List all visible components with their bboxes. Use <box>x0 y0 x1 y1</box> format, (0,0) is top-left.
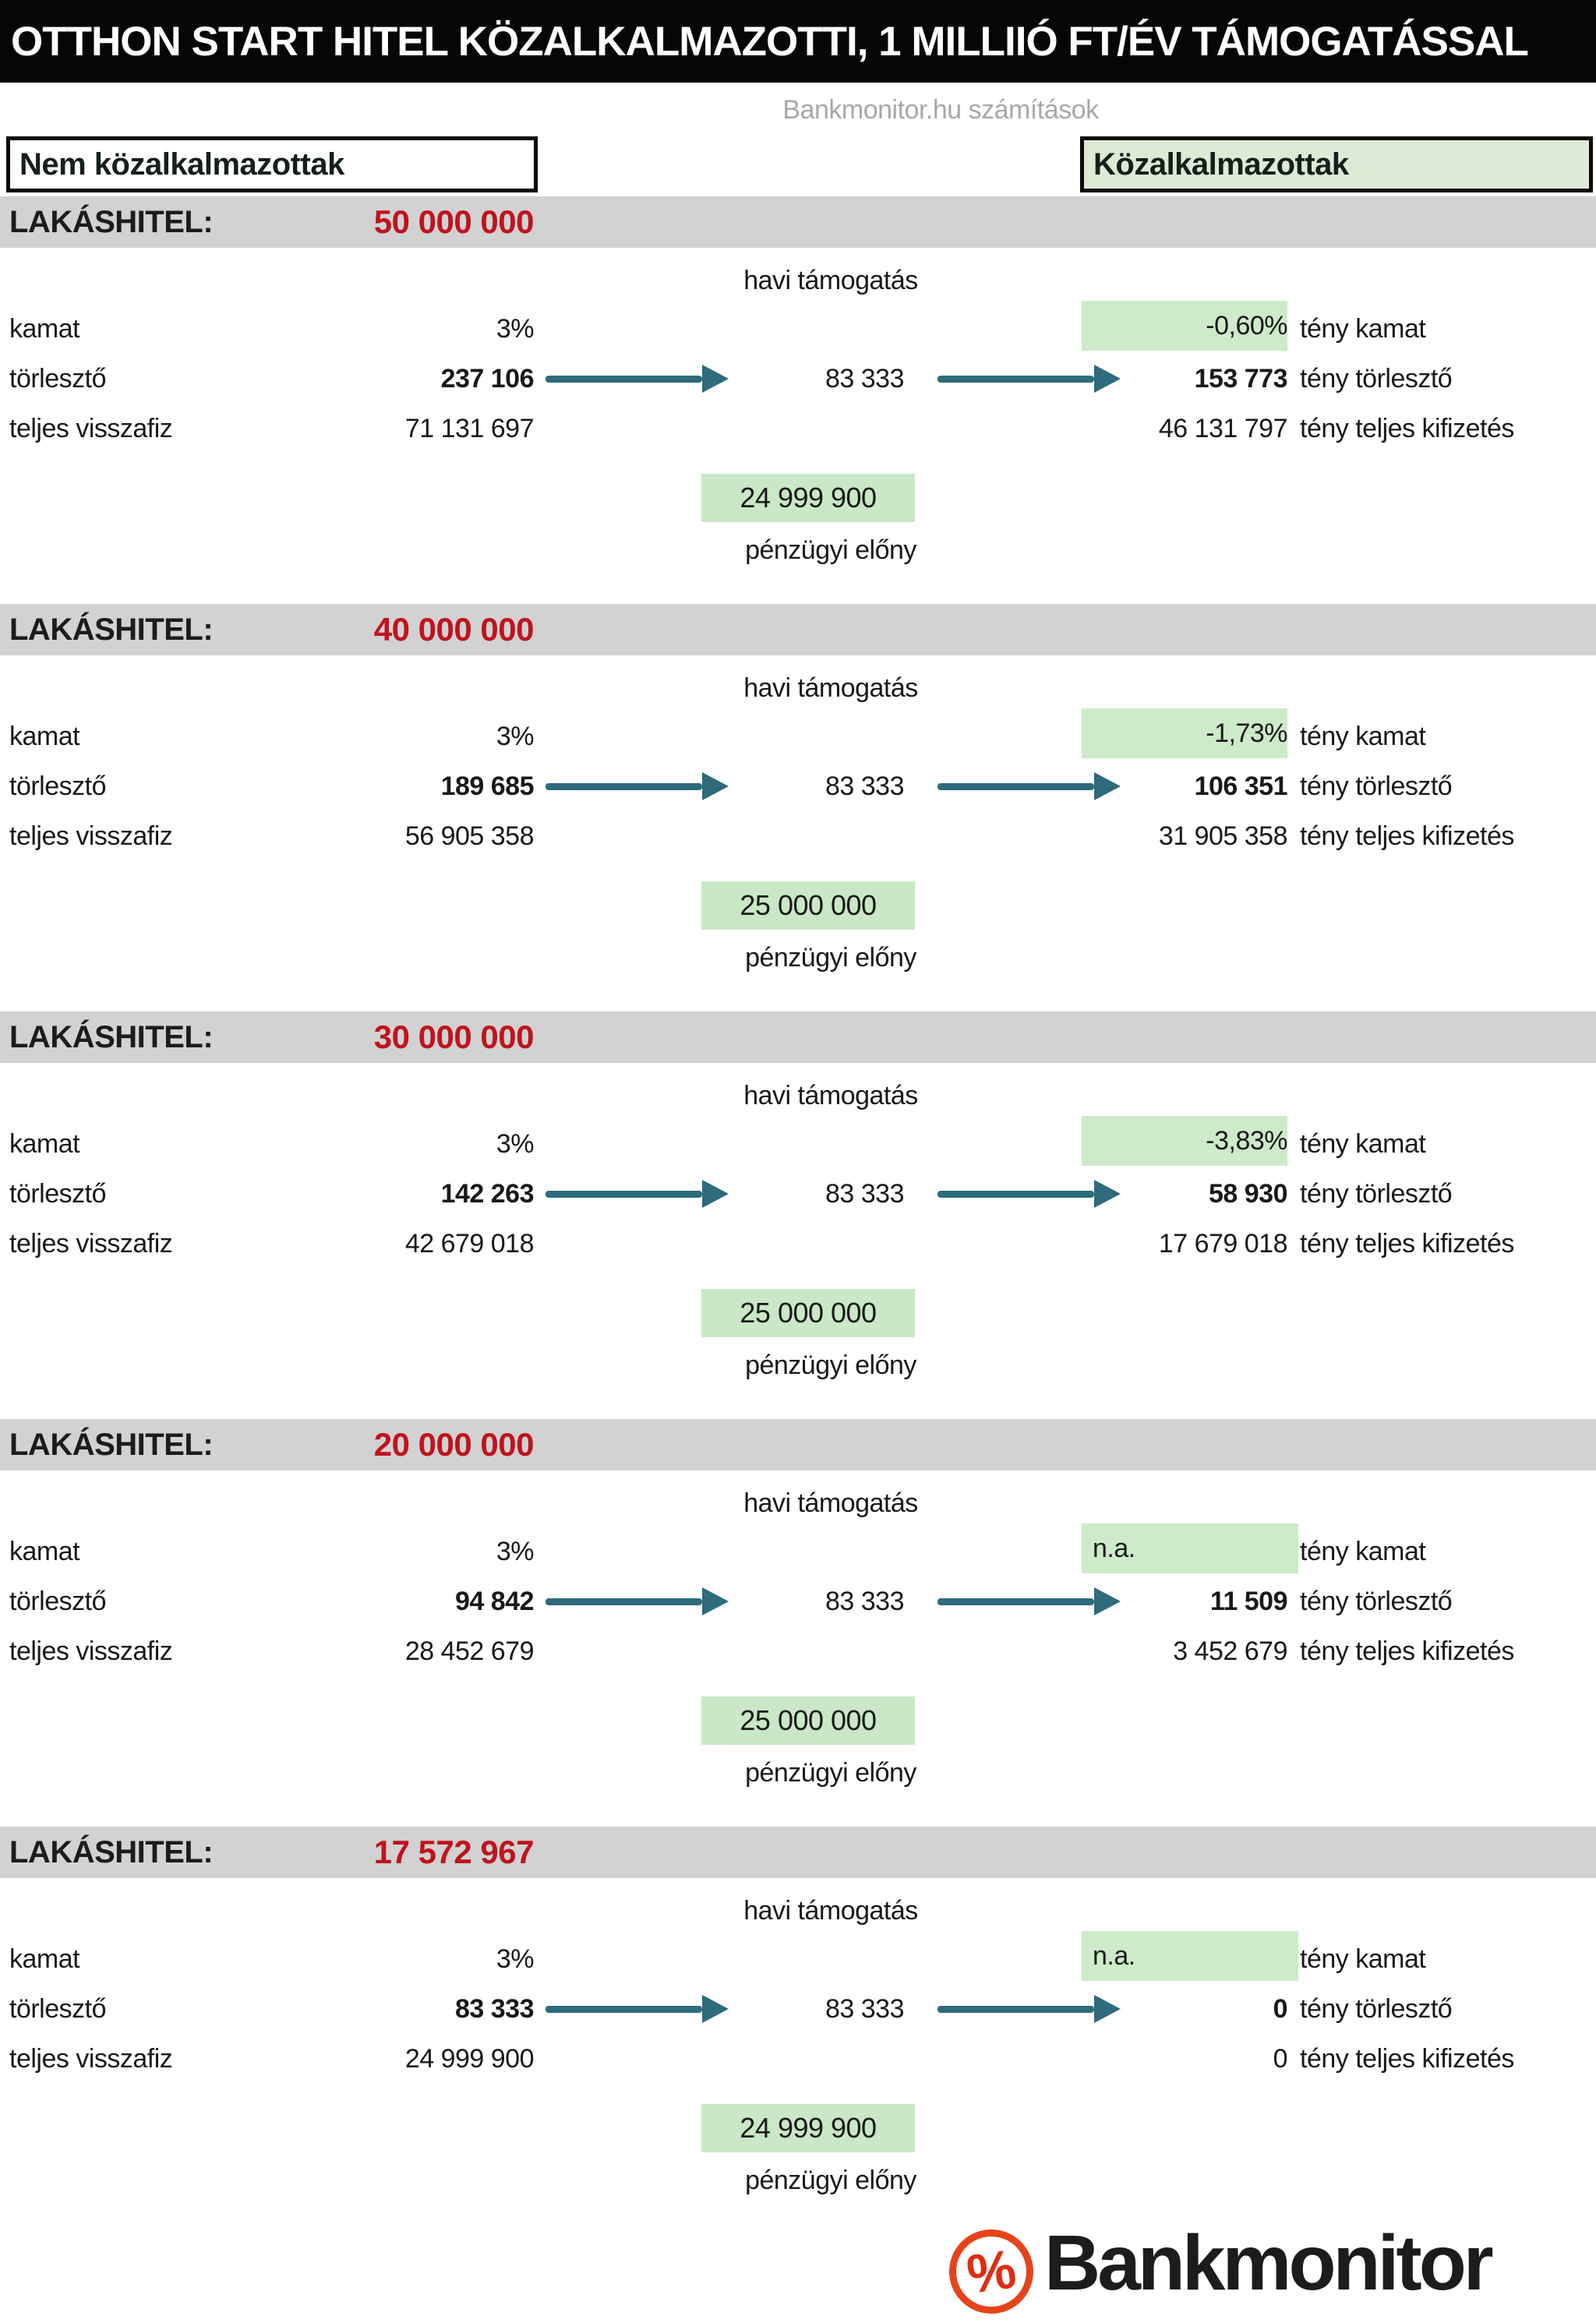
monthly-support-label: havi támogatás <box>743 1488 918 1518</box>
teny-teljes-kifizetes-label: tény teljes kifizetés <box>1300 1229 1514 1259</box>
teny-torleszto-label: tény törlesztő <box>1300 364 1453 394</box>
penzugyi-elony-label: pénzügyi előny <box>745 2166 916 2195</box>
brand-name: Bankmonitor <box>1044 2219 1491 2307</box>
havi-tamogatas-value: 83 333 <box>825 1587 904 1616</box>
right-arrow-icon <box>546 365 729 393</box>
teny-torleszto-label: tény törlesztő <box>1300 771 1453 801</box>
teny-teljes-kifizetes-value: 46 131 797 <box>1158 414 1287 443</box>
teny-teljes-kifizetes-value: 0 <box>1273 2044 1287 2074</box>
loan-section-50m <box>0 196 1596 604</box>
monthly-support-label: havi támogatás <box>743 1081 918 1110</box>
teljes-visszafiz-label: teljes visszafiz <box>9 1636 173 1666</box>
loan-amount: 40 000 000 <box>373 611 534 648</box>
kamat-value: 3% <box>496 1537 534 1566</box>
torleszto-value: 83 333 <box>455 1994 534 2024</box>
teljes-visszafiz-value: 24 999 900 <box>404 2044 534 2074</box>
loan-section-40m <box>0 604 1596 1011</box>
monthly-support-label: havi támogatás <box>743 673 918 703</box>
kamat-value: 3% <box>496 1944 534 1974</box>
kamat-label: kamat <box>9 1537 80 1566</box>
penzugyi-elony-label: pénzügyi előny <box>745 1350 916 1380</box>
right-arrow-icon <box>546 772 729 800</box>
havi-tamogatas-value: 83 333 <box>825 1179 904 1209</box>
teljes-visszafiz-label: teljes visszafiz <box>9 1229 173 1259</box>
penzugyi-elony-value: 25 000 000 <box>701 1696 915 1745</box>
teny-kamat-value: n.a. <box>1082 1523 1298 1573</box>
teny-kamat-value: -3,83% <box>1082 1116 1287 1166</box>
torleszto-label: törlesztő <box>9 1179 106 1209</box>
penzugyi-elony-label: pénzügyi előny <box>745 943 916 973</box>
teljes-visszafiz-value: 42 679 018 <box>404 1229 534 1259</box>
section-header-bar <box>0 604 1596 655</box>
kamat-label: kamat <box>9 314 80 344</box>
kamat-label: kamat <box>9 722 80 751</box>
section-label: LAKÁSHITEL: <box>9 1020 214 1054</box>
section-header-bar <box>0 196 1596 248</box>
teny-torleszto-label: tény törlesztő <box>1300 1994 1453 2024</box>
kamat-value: 3% <box>496 722 534 751</box>
torleszto-value: 94 842 <box>455 1587 534 1616</box>
teny-torleszto-value: 0 <box>1273 1994 1287 2024</box>
penzugyi-elony-value: 24 999 900 <box>701 474 915 522</box>
penzugyi-elony-label: pénzügyi előny <box>745 535 916 565</box>
loan-amount: 17 572 967 <box>373 1834 534 1870</box>
teny-torleszto-label: tény törlesztő <box>1300 1179 1453 1209</box>
teljes-visszafiz-label: teljes visszafiz <box>9 2044 173 2074</box>
teny-kamat-label: tény kamat <box>1300 1944 1426 1974</box>
loan-sections <box>0 196 1596 2234</box>
section-header-bar <box>0 1011 1596 1063</box>
loan-section-20m <box>0 1419 1596 1827</box>
loan-section-30m <box>0 1011 1596 1419</box>
teny-teljes-kifizetes-label: tény teljes kifizetés <box>1300 2044 1514 2074</box>
monthly-support-label: havi támogatás <box>743 1896 918 1926</box>
bankmonitor-logo <box>945 2219 1596 2323</box>
torleszto-value: 189 685 <box>440 771 534 801</box>
teny-teljes-kifizetes-label: tény teljes kifizetés <box>1300 821 1514 851</box>
loan-amount: 50 000 000 <box>373 203 534 240</box>
penzugyi-elony-label: pénzügyi előny <box>745 1758 916 1788</box>
source-subtitle: Bankmonitor.hu számítások <box>782 95 1099 125</box>
section-header-bar <box>0 1419 1596 1470</box>
teljes-visszafiz-value: 56 905 358 <box>404 821 534 851</box>
penzugyi-elony-value: 25 000 000 <box>701 1289 915 1337</box>
section-label: LAKÁSHITEL: <box>9 1835 214 1869</box>
torleszto-value: 237 106 <box>440 364 534 394</box>
torleszto-label: törlesztő <box>9 1587 106 1616</box>
loan-section-17-5m <box>0 1827 1596 2234</box>
torleszto-label: törlesztő <box>9 771 106 801</box>
right-arrow-icon <box>546 1180 729 1208</box>
penzugyi-elony-value: 24 999 900 <box>701 2104 915 2152</box>
teljes-visszafiz-value: 71 131 697 <box>404 414 534 443</box>
column-header-public-employees: Közalkalmazottak <box>1080 136 1593 192</box>
teny-kamat-value: -1,73% <box>1082 708 1287 758</box>
section-label: LAKÁSHITEL: <box>9 205 214 239</box>
havi-tamogatas-value: 83 333 <box>825 771 904 801</box>
teny-torleszto-value: 11 509 <box>1209 1587 1287 1616</box>
penzugyi-elony-value: 25 000 000 <box>701 881 915 930</box>
teny-kamat-label: tény kamat <box>1300 1537 1426 1566</box>
right-arrow-icon <box>546 1587 729 1615</box>
teny-torleszto-value: 106 351 <box>1194 771 1287 801</box>
section-header-bar <box>0 1827 1596 1878</box>
torleszto-label: törlesztő <box>9 364 106 394</box>
teljes-visszafiz-label: teljes visszafiz <box>9 414 173 443</box>
teljes-visszafiz-value: 28 452 679 <box>404 1636 534 1666</box>
percent-glyph: % <box>962 2238 1020 2305</box>
teny-torleszto-value: 58 930 <box>1209 1179 1287 1209</box>
kamat-value: 3% <box>496 1129 534 1159</box>
section-label: LAKÁSHITEL: <box>9 1428 214 1462</box>
torleszto-value: 142 263 <box>440 1179 534 1209</box>
kamat-label: kamat <box>9 1129 80 1159</box>
monthly-support-label: havi támogatás <box>743 266 918 295</box>
page-title: OTTHON START HITEL KÖZALKALMAZOTTI, 1 MILLIIÓ FT/ÉV TÁMOGATÁSSAL <box>11 18 1528 65</box>
kamat-value: 3% <box>496 314 534 344</box>
teny-kamat-label: tény kamat <box>1300 314 1426 344</box>
right-arrow-icon <box>546 1995 729 2023</box>
teny-teljes-kifizetes-value: 3 452 679 <box>1173 1636 1287 1666</box>
teny-teljes-kifizetes-label: tény teljes kifizetés <box>1300 1636 1514 1666</box>
teny-teljes-kifizetes-label: tény teljes kifizetés <box>1300 414 1514 443</box>
teljes-visszafiz-label: teljes visszafiz <box>9 821 173 851</box>
loan-amount: 30 000 000 <box>373 1019 534 1055</box>
percent-badge-icon <box>944 2224 1039 2319</box>
teny-torleszto-label: tény törlesztő <box>1300 1587 1453 1616</box>
title-bar <box>0 0 1596 83</box>
column-header-non-public-employees: Nem közalkalmazottak <box>6 136 538 192</box>
havi-tamogatas-value: 83 333 <box>825 364 904 394</box>
kamat-label: kamat <box>9 1944 80 1974</box>
teny-kamat-value: -0,60% <box>1082 301 1287 351</box>
teny-torleszto-value: 153 773 <box>1194 364 1287 394</box>
teny-kamat-label: tény kamat <box>1300 722 1426 751</box>
teny-teljes-kifizetes-value: 17 679 018 <box>1158 1229 1287 1259</box>
loan-amount: 20 000 000 <box>373 1426 534 1463</box>
teny-teljes-kifizetes-value: 31 905 358 <box>1158 821 1287 851</box>
havi-tamogatas-value: 83 333 <box>825 1994 904 2024</box>
torleszto-label: törlesztő <box>9 1994 106 2024</box>
section-label: LAKÁSHITEL: <box>9 613 214 647</box>
teny-kamat-value: n.a. <box>1082 1931 1298 1981</box>
teny-kamat-label: tény kamat <box>1300 1129 1426 1159</box>
